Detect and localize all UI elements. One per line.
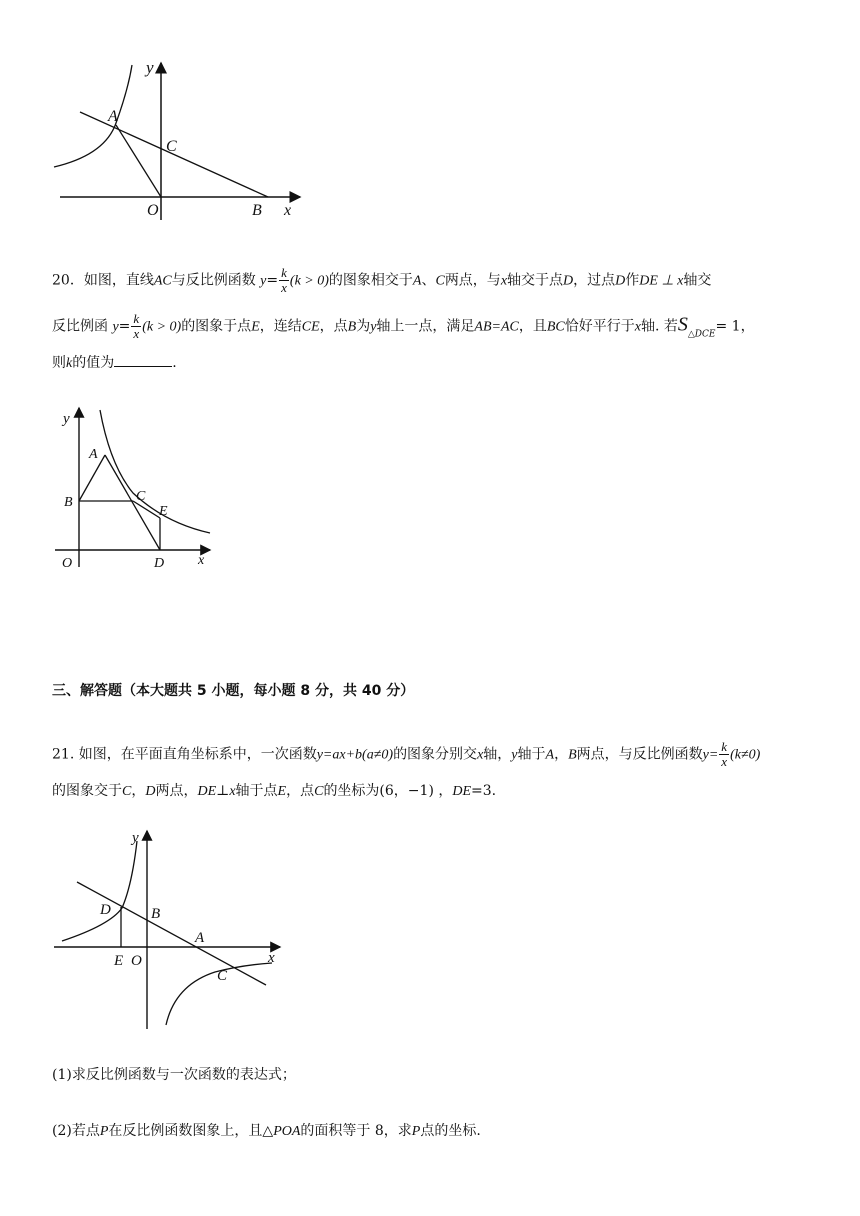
- label-y: y: [132, 830, 139, 846]
- label-y: y: [63, 411, 70, 427]
- label-C: C: [166, 138, 177, 155]
- figure-q20: [55, 405, 220, 575]
- label-D: D: [154, 556, 165, 571]
- label-B: B: [64, 495, 73, 510]
- figure-q21: [50, 825, 290, 1035]
- label-x: x: [284, 202, 292, 219]
- q20-line-2: 反比例函 y= $\frac{k}{x}$ (k > 0)的图象于点E，连结CE，点B为y轴上一点，满足AB=AC，且BC恰好平行于x轴. 若$S_{\triangle DCE}= 1$，: [52, 311, 755, 341]
- hyperbola-upper-branch: [62, 841, 137, 941]
- fraction-k-over-x: $\frac{k}{x}$: [133, 311, 140, 341]
- label-x: x: [198, 553, 205, 568]
- label-E: E: [159, 504, 168, 519]
- label-C: C: [217, 968, 228, 984]
- label-D: D: [100, 902, 111, 918]
- line-AD: [105, 455, 160, 550]
- label-O: O: [62, 556, 73, 571]
- label-A: A: [89, 447, 98, 462]
- label-O: O: [147, 202, 159, 219]
- label-A: A: [108, 108, 118, 125]
- label-y: y: [146, 58, 154, 77]
- label-x: x: [268, 950, 275, 966]
- label-B: B: [252, 202, 262, 219]
- segment-OA: [116, 125, 161, 197]
- q20-line-1: 20．如图，直线AC与反比例函数 y= $\frac{k}{x}$ (k > 0)的图象相交于A、C两点，与x轴交于点D，过点D作DE ⊥ x轴交: [52, 265, 712, 295]
- fraction-k-over-x: $\frac{k}{x}$: [721, 739, 728, 769]
- label-B: B: [151, 906, 161, 922]
- answer-blank: [114, 352, 172, 367]
- label-E: E: [114, 953, 124, 969]
- line-DC: [77, 882, 266, 985]
- q20-line-3: 则k的值为 .: [52, 352, 177, 375]
- fraction-k-over-x: $\frac{k}{x}$: [281, 265, 287, 295]
- q21-line-2: 的图象交于C，D两点，DE⊥x轴于点E，点C的坐标为(6，−1) ，DE=3.: [52, 783, 497, 799]
- section-heading: 三、解答题（本大题共 5 小题，每小题 8 分，共 40 分）: [52, 683, 415, 699]
- q21-part-2: (2)若点P在反比例函数图象上，且△POA的面积等于 8，求P点的坐标.: [52, 1123, 481, 1139]
- label-A: A: [195, 930, 205, 946]
- q21-part-1: (1)求反比例函数与一次函数的表达式；: [52, 1067, 296, 1083]
- label-O: O: [131, 953, 142, 969]
- q21-line-1: 21. 如图，在平面直角坐标系中，一次函数y=ax+b(a≠0)的图象分别交x轴，y轴于A，B两点，与反比例函数y= $\frac{k}{x}$ (k≠0): [52, 739, 761, 769]
- label-C: C: [136, 489, 146, 504]
- figure-q19: [50, 55, 310, 225]
- hyperbola-branch: [54, 65, 132, 167]
